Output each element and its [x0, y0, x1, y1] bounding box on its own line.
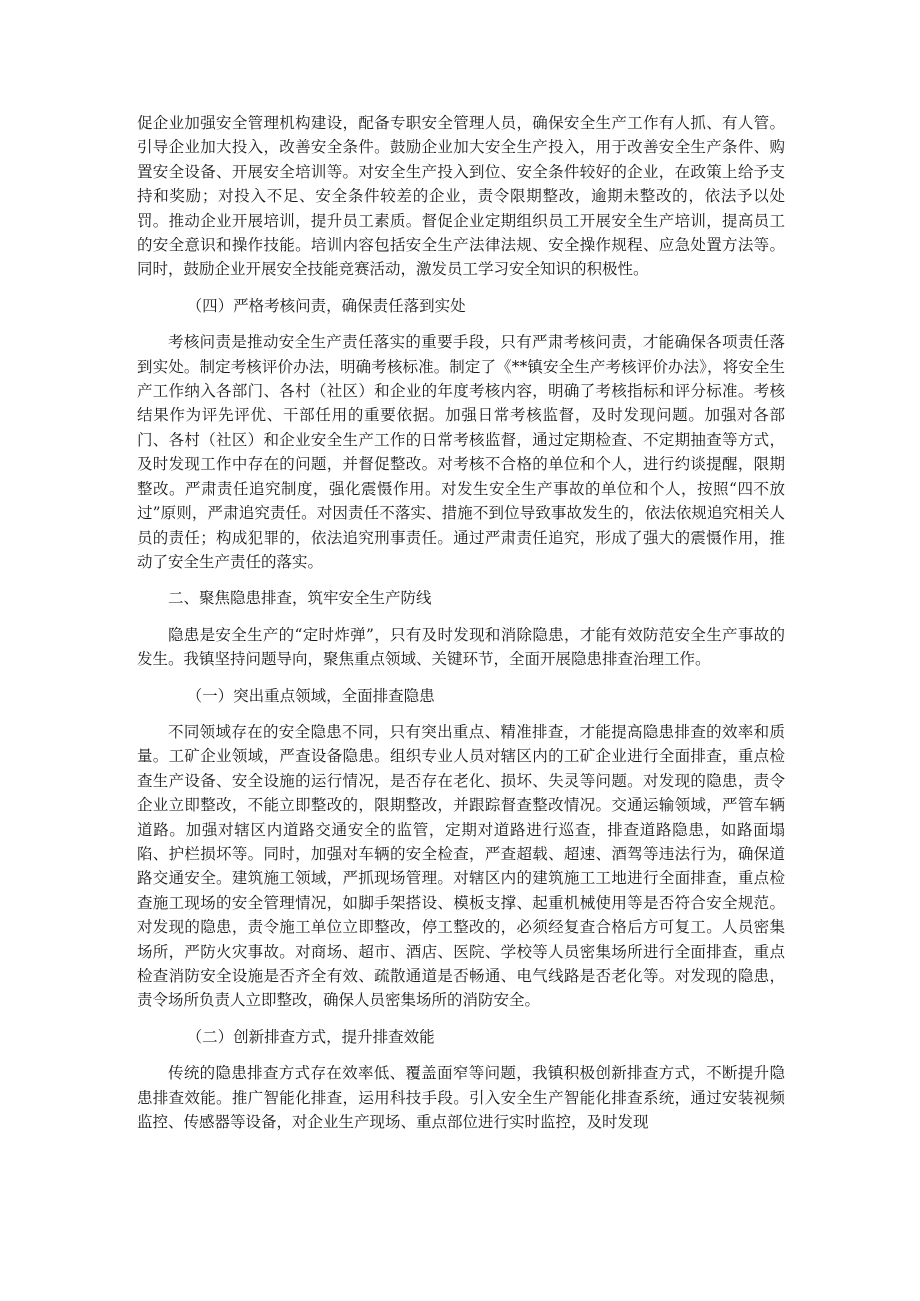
paragraph: 隐患是安全生产的“定时炸弹”，只有及时发现和消除隐患，才能有效防范安全生产事故的发生。我镇坚持问题导向，聚焦重点领域、关键环节，全面开展隐患排查治理工作。	[137, 625, 785, 669]
paragraph: 传统的隐患排查方式存在效率低、覆盖面窄等问题，我镇积极创新排查方式，不断提升隐患排查效能。推广智能化排查，运用科技手段。引入安全生产智能化排查系统，通过安装视频监控、传感器等设备，对企业生产现场、重点部位进行实时监控，及时发现	[137, 1064, 785, 1132]
section-heading-4: （四）严格考核问责，确保责任落到实处	[186, 296, 466, 315]
document-page	[137, 111, 785, 1146]
paragraph: 不同领域存在的安全隐患不同，只有突出重点、精准排查，才能提高隐患排查的效率和质量。工矿企业领域，严查设备隐患。组织专业人员对辖区内的工矿企业进行全面排查，重点检查生产设备、安全设施的运行情况，是否存在老化、损坏、失灵等问题。对发现的隐患，责令企业立即整改，不能立即整改的，限期整改，并跟踪督查整改情况。交通运输领域，严管车辆道路。加强对辖区内道路交通安全的监管，定期对道路进行巡查，排查道路隐患，如路面塌陷、护栏损坏等。同时，加强对车辆的安全检查，严查超载、超速、酒驾等违法行为，确保道路交通安全。建筑施工领域，严抓现场管理。对辖区内的建筑施工工地进行全面排查，重点检查施工现场的安全管理情况，如脚手架搭设、模板支撑、起重机械使用等是否符合安全规范。对发现的隐患，责令施工单位立即整改，停工整改的，必须经复查合格后方可复工。人员密集场所，严防火灾事故。对商场、超市、酒店、医院、学校等人员密集场所进行全面排查，重点检查消防安全设施是否齐全有效、疏散通道是否畅通、电气线路是否老化等。对发现的隐患，责令场所负责人立即整改，确保人员密集场所的消防安全。	[137, 722, 785, 1010]
section-heading-1: （一）突出重点领域，全面排查隐患	[186, 686, 435, 705]
section-heading-2: （二）创新排查方式，提升排查效能	[186, 1027, 435, 1046]
paragraph-continued: 促企业加强安全管理机构建设，配备专职安全管理人员，确保安全生产工作有人抓、有人管。引导企业加大投入，改善安全条件。鼓励企业加大安全生产投入，用于改善安全生产条件、购置安全设备、开展安全培训等。对安全生产投入到位、安全条件较好的企业，在政策上给予支持和奖励；对投入不足、安全条件较差的企业，责令限期整改，逾期未整改的，依法予以处罚。推动企业开展培训，提升员工素质。督促企业定期组织员工开展安全生产培训，提高员工的安全意识和操作技能。培训内容包括安全生产法律法规、安全操作规程、应急处置方法等。同时，鼓励企业开展安全技能竞赛活动，激发员工学习安全知识的积极性。	[137, 114, 785, 279]
paragraph: 考核问责是推动安全生产责任落实的重要手段，只有严肃考核问责，才能确保各项责任落到实处。制定考核评价办法，明确考核标准。制定了《**镇安全生产考核评价办法》，将安全生产工作纳入各部门、各村（社区）和企业的年度考核内容，明确了考核指标和评分标准。考核结果作为评先评优、干部任用的重要依据。加强日常考核监督，及时发现问题。加强对各部门、各村（社区）和企业安全生产工作的日常考核监督，通过定期检查、不定期抽查等方式，及时发现工作中存在的问题，并督促整改。对考核不合格的单位和个人，进行约谈提醒，限期整改。严肃责任追究制度，强化震慑作用。对发生安全生产事故的单位和个人，按照“四不放过”原则，严肃追究责任。对因责任不落实、措施不到位导致事故发生的，依法依规追究相关人员的责任；构成犯罪的，依法追究刑事责任。通过严肃责任追究，形成了强大的震慑作用，推动了安全生产责任的落实。	[137, 333, 785, 571]
chapter-heading-2: 二、聚焦隐患排查，筑牢安全生产防线	[168, 589, 432, 608]
